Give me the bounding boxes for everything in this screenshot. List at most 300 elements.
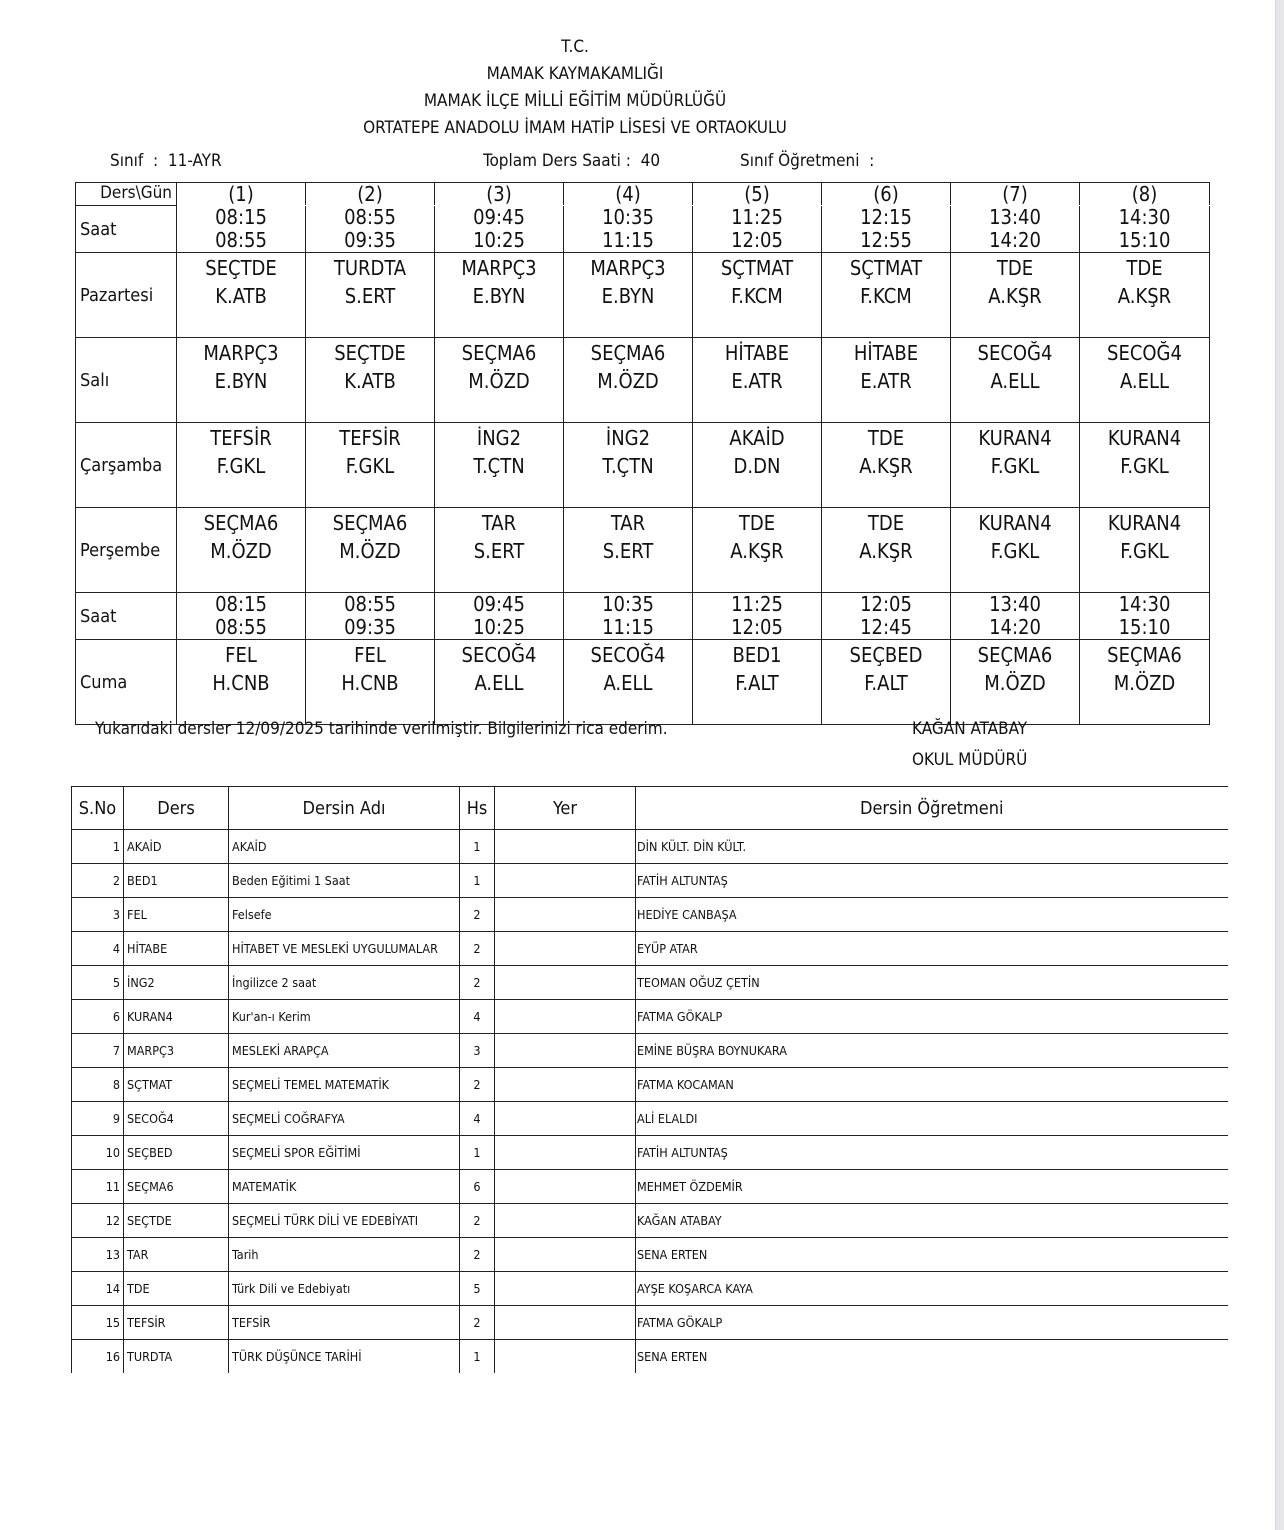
lesson-code: SÇTMAT [720,256,794,280]
lesson [1080,508,1209,565]
lesson [177,508,305,565]
lesson-code: SECOĞ4 [1107,341,1182,365]
course-code: SEÇTDE [124,1204,229,1238]
course-name: TEFSİR [229,1306,460,1340]
course-name: TÜRK DÜŞÜNCE TARİHİ [229,1340,460,1374]
period-time [435,206,564,253]
lesson-teacher: A.KŞR [859,454,913,478]
course-teacher: FATMA GÖKALP [636,1306,1228,1340]
lesson-teacher: H.CNB [341,671,399,695]
lesson-teacher: A.KŞR [859,539,913,563]
period-time [564,206,693,253]
period-time [693,206,822,253]
lesson-cell [951,640,1080,725]
lesson-teacher: F.KCM [731,284,783,308]
course-place [495,1170,636,1204]
course-sno: 15 [72,1306,124,1340]
lesson-teacher: F.GKL [990,539,1040,563]
lesson-teacher: A.ELL [603,671,653,695]
period-time [1080,593,1210,640]
lesson-teacher: H.CNB [212,671,270,695]
lesson-cell [693,508,822,593]
course-name: SEÇMELİ TÜRK DİLİ VE EDEBİYATI [229,1204,460,1238]
course-row [72,932,1228,966]
lesson-cell [1080,253,1210,338]
course-teacher: ALİ ELALDI [636,1102,1228,1136]
header-line-tc: T.C. [561,37,589,57]
lesson-code: SECOĞ4 [977,341,1053,365]
lesson-cell [177,508,306,593]
course-teacher: FATİH ALTUNTAŞ [636,1136,1228,1170]
period-time [435,593,564,640]
lesson [951,508,1079,565]
lesson [306,338,434,395]
course-row [72,1306,1228,1340]
lesson-cell [1080,508,1210,593]
lesson-code: TDE [996,256,1034,280]
course-place [495,1136,636,1170]
lesson-teacher: E.ATR [860,369,912,393]
course-sno: 2 [72,864,124,898]
course-name: Tarih [229,1238,460,1272]
lesson-cell [822,508,951,593]
course-name: SEÇMELİ SPOR EĞİTİMİ [229,1136,460,1170]
lesson [951,253,1079,310]
lesson-teacher: T.ÇTN [473,454,525,478]
lesson-cell [693,338,822,423]
lesson-cell [564,253,693,338]
lesson-cell [693,423,822,508]
lesson-code: AKAİD [729,426,785,450]
course-teacher: EMİNE BÜŞRA BOYNUKARA [636,1034,1228,1068]
course-row [72,966,1228,1000]
course-hours: 1 [460,1136,495,1170]
lesson [435,640,563,697]
lesson-teacher: D.DN [733,454,781,478]
lesson [564,253,692,310]
period-number: (8) [1080,183,1210,206]
course-teacher: SENA ERTEN [636,1340,1228,1374]
lesson [1080,640,1209,697]
course-teacher: SENA ERTEN [636,1238,1228,1272]
course-place [495,966,636,1000]
lesson-code: BED1 [732,643,782,667]
lesson [1080,423,1209,480]
course-hours: 1 [460,1340,495,1374]
period-number: (7) [951,183,1080,206]
lesson-teacher: M.ÖZD [468,369,530,393]
lesson [1080,253,1209,310]
course-row [72,830,1228,864]
course-row [72,1136,1228,1170]
course-hours: 1 [460,864,495,898]
course-teacher: EYÜP ATAR [636,932,1228,966]
course-row [72,1170,1228,1204]
period-end: 10:25 [473,615,525,639]
header-line-school: ORTATEPE ANADOLU İMAM HATİP LİSESİ VE ORTAOKULU [363,118,787,138]
lesson-code: SEÇMA6 [332,511,408,535]
courses-header-row [72,787,1228,830]
course-hours: 3 [460,1034,495,1068]
course-place [495,1238,636,1272]
period-start: 12:15 [860,205,912,229]
lesson-teacher: A.KŞR [730,539,784,563]
period-time [177,206,306,253]
lesson-code: SEÇTDE [334,341,406,365]
course-sno: 7 [72,1034,124,1068]
course-hours: 2 [460,932,495,966]
lesson-teacher: S.ERT [473,539,525,563]
day-row [76,640,1210,725]
period-time [306,593,435,640]
lesson-cell [435,253,564,338]
lesson [693,508,821,565]
course-row [72,1204,1228,1238]
period-start: 08:55 [344,592,396,616]
lesson [177,338,305,395]
lesson [951,640,1079,697]
lesson [564,640,692,697]
lesson-teacher: F.KCM [860,284,912,308]
lesson-code: SEÇMA6 [203,511,279,535]
lesson-teacher: F.GKL [216,454,266,478]
lesson [435,338,563,395]
lesson-cell [435,640,564,725]
lesson-cell [177,253,306,338]
course-code: AKAİD [124,830,229,864]
period-number: (5) [693,183,822,206]
period-end: 09:35 [344,228,396,252]
lesson [435,253,563,310]
course-place [495,1204,636,1238]
course-code: TURDTA [124,1340,229,1374]
course-name: Felsefe [229,898,460,932]
lesson-teacher: A.ELL [1119,369,1170,393]
lesson [306,508,434,565]
lesson-code: SEÇTDE [205,256,277,280]
course-sno: 11 [72,1170,124,1204]
course-row [72,1000,1228,1034]
period-end: 12:05 [731,228,783,252]
course-hours: 2 [460,1204,495,1238]
period-end: 14:20 [989,615,1041,639]
lesson-code: İNG2 [476,426,522,450]
lesson-teacher: E.BYN [472,284,526,308]
course-teacher: FATMA KOCAMAN [636,1068,1228,1102]
lesson-code: TURDTA [333,256,407,280]
lesson [1080,338,1209,395]
period-time [951,206,1080,253]
lesson-code: MARPÇ3 [461,256,537,280]
lesson [306,253,434,310]
course-sno: 10 [72,1136,124,1170]
lesson-code: TEFSİR [210,426,272,450]
course-hours: 2 [460,898,495,932]
course-hours: 1 [460,830,495,864]
course-code: TEFSİR [124,1306,229,1340]
course-sno: 3 [72,898,124,932]
lesson-code: HİTABE [724,341,790,365]
course-code: SÇTMAT [124,1068,229,1102]
lesson [564,508,692,565]
lesson-cell [822,338,951,423]
course-place [495,1340,636,1374]
course-code: SEÇBED [124,1136,229,1170]
period-time [564,593,693,640]
lesson-cell [177,338,306,423]
lesson-teacher: F.GKL [1120,539,1169,563]
header-place: Yer [495,787,636,830]
lesson-cell [693,640,822,725]
period-start: 08:55 [344,205,396,229]
lesson-cell [1080,423,1210,508]
lesson-teacher: S.ERT [602,539,654,563]
course-name: AKAİD [229,830,460,864]
time-row [76,206,1210,253]
period-time [306,206,435,253]
lesson-code: FEL [225,643,257,667]
course-teacher: MEHMET ÖZDEMİR [636,1170,1228,1204]
period-time [822,593,951,640]
lesson-teacher: M.ÖZD [984,671,1046,695]
period-start: 09:45 [473,205,525,229]
lesson-teacher: F.GKL [1120,454,1169,478]
time-row-label: Saat [76,206,177,253]
day-name: Pazartesi [76,253,177,338]
lesson-code: TAR [610,511,646,535]
lesson-teacher: F.ALT [735,671,779,695]
course-place [495,1034,636,1068]
lesson-teacher: E.BYN [601,284,655,308]
period-number: (4) [564,183,693,206]
course-sno: 6 [72,1000,124,1034]
period-end: 08:55 [215,228,267,252]
course-hours: 4 [460,1102,495,1136]
day-row [76,423,1210,508]
period-end: 09:35 [344,615,396,639]
period-end: 15:10 [1118,615,1171,639]
course-name: Beden Eğitimi 1 Saat [229,864,460,898]
period-start: 12:05 [860,592,912,616]
course-name: SEÇMELİ COĞRAFYA [229,1102,460,1136]
lesson-teacher: M.ÖZD [597,369,659,393]
course-sno: 4 [72,932,124,966]
lesson [693,253,821,310]
course-code: İNG2 [124,966,229,1000]
period-end: 14:20 [989,228,1041,252]
course-sno: 9 [72,1102,124,1136]
lesson-cell [564,338,693,423]
period-start: 14:30 [1118,205,1171,229]
course-row [72,1238,1228,1272]
period-start: 13:40 [989,592,1041,616]
course-teacher: FATİH ALTUNTAŞ [636,864,1228,898]
lesson-cell [1080,338,1210,423]
course-hours: 2 [460,1068,495,1102]
period-end: 12:55 [860,228,912,252]
lesson-cell [564,423,693,508]
period-start: 11:25 [731,592,783,616]
course-teacher: DİN KÜLT. DİN KÜLT. [636,830,1228,864]
period-time [177,593,306,640]
day-name: Cuma [76,640,177,725]
course-teacher: KAĞAN ATABAY [636,1204,1228,1238]
course-code: KURAN4 [124,1000,229,1034]
lesson [951,423,1079,480]
lesson-code: HİTABE [853,341,919,365]
header-line-kaymakamlik: MAMAK KAYMAKAMLIĞI [486,64,664,84]
course-code: SECOĞ4 [124,1102,229,1136]
lesson-cell [564,640,693,725]
courses-table [71,786,1228,1373]
lesson-cell [306,423,435,508]
day-name: Salı [76,338,177,423]
lesson-cell [306,253,435,338]
lesson [822,640,950,697]
lesson-code: SECOĞ4 [461,643,537,667]
lesson-code: SEÇMA6 [590,341,666,365]
lesson-teacher: E.BYN [214,369,268,393]
lesson-code: FEL [354,643,386,667]
lesson-code: KURAN4 [978,511,1052,535]
lesson-cell [693,253,822,338]
header-teacher: Dersin Öğretmeni [636,787,1228,830]
lesson-code: SEÇMA6 [977,643,1053,667]
course-sno: 12 [72,1204,124,1238]
principal-name: KAĞAN ATABAY [912,719,1028,739]
lesson-teacher: M.ÖZD [210,539,272,563]
lesson-cell [951,253,1080,338]
lesson-code: MARPÇ3 [203,341,279,365]
period-number: (3) [435,183,564,206]
day-name: Çarşamba [76,423,177,508]
lesson [693,640,821,697]
lesson [177,253,305,310]
period-start: 14:30 [1118,592,1171,616]
course-row [72,864,1228,898]
course-sno: 16 [72,1340,124,1374]
lesson-cell [951,423,1080,508]
lesson-code: SEÇMA6 [461,341,537,365]
course-hours: 2 [460,1306,495,1340]
period-end: 11:15 [602,615,654,639]
period-number: (1) [177,183,306,206]
friday-time-row [76,593,1210,640]
lesson-code: SÇTMAT [849,256,923,280]
lesson-teacher: M.ÖZD [1113,671,1176,695]
course-name: Kur'an-ı Kerim [229,1000,460,1034]
period-number: (6) [822,183,951,206]
lesson-teacher: K.ATB [215,284,267,308]
period-start: 13:40 [989,205,1041,229]
day-name: Perşembe [76,508,177,593]
course-sno: 13 [72,1238,124,1272]
lesson-cell [306,508,435,593]
period-number: (2) [306,183,435,206]
lesson-cell [435,423,564,508]
lesson-cell [306,338,435,423]
course-code: HİTABE [124,932,229,966]
header-code: Ders [124,787,229,830]
period-time [822,206,951,253]
lesson-teacher: M.ÖZD [339,539,401,563]
lesson [306,640,434,697]
lesson-cell [951,508,1080,593]
course-code: FEL [124,898,229,932]
lesson-cell [822,253,951,338]
lesson [435,508,563,565]
lesson-cell [435,508,564,593]
course-hours: 5 [460,1272,495,1306]
course-teacher: AYŞE KOŞARCA KAYA [636,1272,1228,1306]
lesson-teacher: F.GKL [345,454,395,478]
lesson-code: İNG2 [605,426,651,450]
lesson-teacher: A.ELL [990,369,1040,393]
page-edge [1275,0,1284,1530]
course-sno: 14 [72,1272,124,1306]
period-time [693,593,822,640]
course-place [495,1000,636,1034]
lesson-code: SEÇBED [849,643,923,667]
course-place [495,1272,636,1306]
lesson-teacher: A.ELL [474,671,524,695]
lesson [306,423,434,480]
lesson-teacher: F.ALT [864,671,908,695]
period-start: 09:45 [473,592,525,616]
course-teacher: TEOMAN OĞUZ ÇETİN [636,966,1228,1000]
lesson [951,338,1079,395]
lesson-teacher: A.KŞR [1117,284,1172,308]
lesson [822,253,950,310]
course-name: İngilizce 2 saat [229,966,460,1000]
lesson [822,508,950,565]
time-row-label: Saat [76,593,177,640]
lesson [822,423,950,480]
total-hours-info: Toplam Ders Saati : 40 [483,151,661,171]
lesson [822,338,950,395]
course-row [72,1102,1228,1136]
lesson-code: KURAN4 [1107,426,1182,450]
lesson-code: TDE [1126,256,1163,280]
course-row [72,1034,1228,1068]
lesson-code: TDE [867,511,905,535]
course-sno: 5 [72,966,124,1000]
lesson [564,423,692,480]
course-code: BED1 [124,864,229,898]
course-name: MESLEKİ ARAPÇA [229,1034,460,1068]
header-sno: S.No [72,787,124,830]
period-time [951,593,1080,640]
header-hours: Hs [460,787,495,830]
course-name: Türk Dili ve Edebiyatı [229,1272,460,1306]
lesson-cell [177,423,306,508]
lesson [693,423,821,480]
class-teacher-info: Sınıf Öğretmeni : [740,151,875,171]
period-end: 11:15 [602,228,654,252]
lesson-teacher: F.GKL [990,454,1040,478]
lesson-code: MARPÇ3 [590,256,666,280]
course-name: MATEMATİK [229,1170,460,1204]
period-end: 15:10 [1118,228,1171,252]
period-start: 08:15 [215,592,267,616]
course-place [495,864,636,898]
principal-title: OKUL MÜDÜRÜ [912,750,1028,770]
period-start: 10:35 [602,205,654,229]
course-teacher: HEDİYE CANBAŞA [636,898,1228,932]
course-place [495,1102,636,1136]
course-row [72,1340,1228,1374]
lesson-cell [564,508,693,593]
